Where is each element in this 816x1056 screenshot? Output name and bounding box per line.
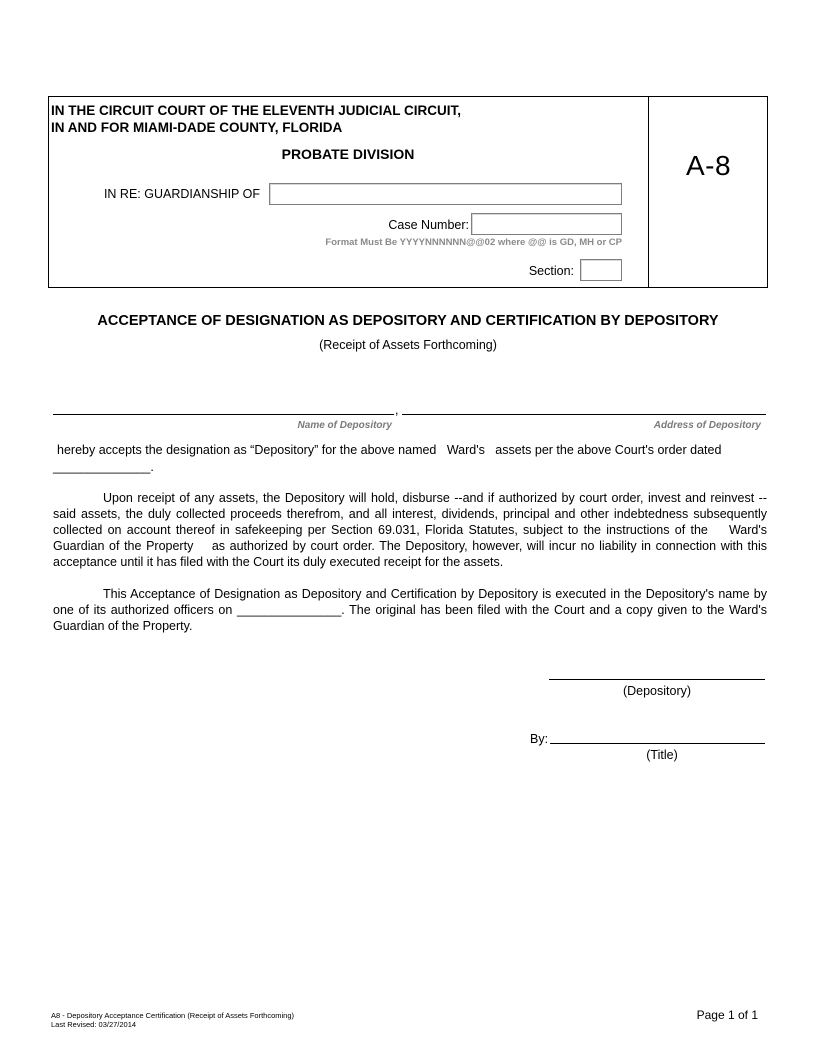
paragraph2-part1: This Acceptance of Designation as Depository and Certification by Depository is executed in the Depository's name by one of its authorized officers on bbox=[53, 587, 767, 617]
by-label: By: bbox=[530, 732, 549, 746]
footer-last-revised: Last Revised: 03/27/2014 bbox=[51, 1020, 137, 1029]
form-id: A-8 bbox=[685, 150, 732, 181]
depository-address-label: Address of Depository bbox=[653, 420, 761, 431]
depository-comma: , bbox=[395, 403, 399, 417]
court-name-line-2: IN AND FOR MIAMI-DADE COUNTY, FLORIDA bbox=[51, 120, 343, 135]
title-label: (Title) bbox=[646, 748, 678, 762]
caption-divider bbox=[648, 96, 649, 288]
footer-form-description: A8 - Depository Acceptance Certification (Receipt of Assets Forthcoming) bbox=[51, 1011, 295, 1020]
section-field[interactable] bbox=[580, 259, 622, 281]
acceptance-sentence bbox=[57, 442, 769, 458]
order-date-blank[interactable]: ______________. bbox=[53, 460, 154, 474]
depository-signature-line[interactable] bbox=[549, 679, 765, 680]
acceptance-text-before: hereby accepts the designation as “Depository” for the above named bbox=[57, 443, 437, 457]
guardianship-label: IN RE: GUARDIANSHIP OF bbox=[103, 187, 260, 201]
paragraph1-guardian-term: Ward's Guardian of the Property bbox=[53, 523, 767, 553]
case-number-value bbox=[472, 217, 476, 231]
paragraph-custody-terms bbox=[53, 490, 767, 570]
court-name-line-1: IN THE CIRCUIT COURT OF THE ELEVENTH JUDICIAL CIRCUIT, bbox=[51, 103, 462, 118]
depository-address-line[interactable] bbox=[402, 414, 766, 415]
paragraph1-part1: Upon receipt of any assets, the Depository will hold, disburse --and if authorized by court order, invest and reinvest --said assets, the duly collected proceeds therefrom, and all interest, dividends, principal and other indebtedness subsequently collected on account thereof in safekeeping per Section 69.031, Florida Statutes, subject to the instructions of the bbox=[53, 491, 767, 537]
paragraph2-part2: . The original has been filed with the Court and a copy given to the Ward's Guardian of the Property. bbox=[53, 603, 767, 633]
case-number-label: Case Number: bbox=[388, 218, 469, 232]
guardianship-value bbox=[270, 187, 274, 201]
division-title: PROBATE DIVISION bbox=[281, 146, 415, 162]
acceptance-ward-term: Ward's bbox=[446, 443, 485, 457]
depository-signature-label: (Depository) bbox=[622, 684, 692, 698]
document-subtitle: (Receipt of Assets Forthcoming) bbox=[319, 338, 497, 352]
execution-date-blank[interactable]: _______________ bbox=[237, 603, 342, 617]
document-title: ACCEPTANCE OF DESIGNATION AS DEPOSITORY AND CERTIFICATION BY DEPOSITORY bbox=[97, 313, 719, 329]
paragraph1-part2: as authorized by court order. The Depository, however, will incur no liability in connection with this acceptance until it has filed with the Court its duly executed receipt for the assets. bbox=[53, 539, 767, 569]
case-number-format-note: Format Must Be YYYYNNNNNN@@02 where @@ is GD, MH or CP bbox=[325, 237, 622, 248]
by-signature-line[interactable] bbox=[550, 743, 765, 744]
guardianship-field[interactable] bbox=[269, 183, 622, 205]
section-value bbox=[581, 263, 585, 277]
paragraph-execution bbox=[53, 586, 767, 634]
depository-name-line[interactable] bbox=[53, 414, 394, 415]
section-label: Section: bbox=[528, 264, 574, 278]
acceptance-text-after: assets per the above Court's order dated bbox=[495, 443, 722, 457]
case-number-field[interactable] bbox=[471, 213, 622, 235]
page-number: Page 1 of 1 bbox=[696, 1008, 758, 1022]
depository-name-label: Name of Depository bbox=[297, 420, 392, 431]
